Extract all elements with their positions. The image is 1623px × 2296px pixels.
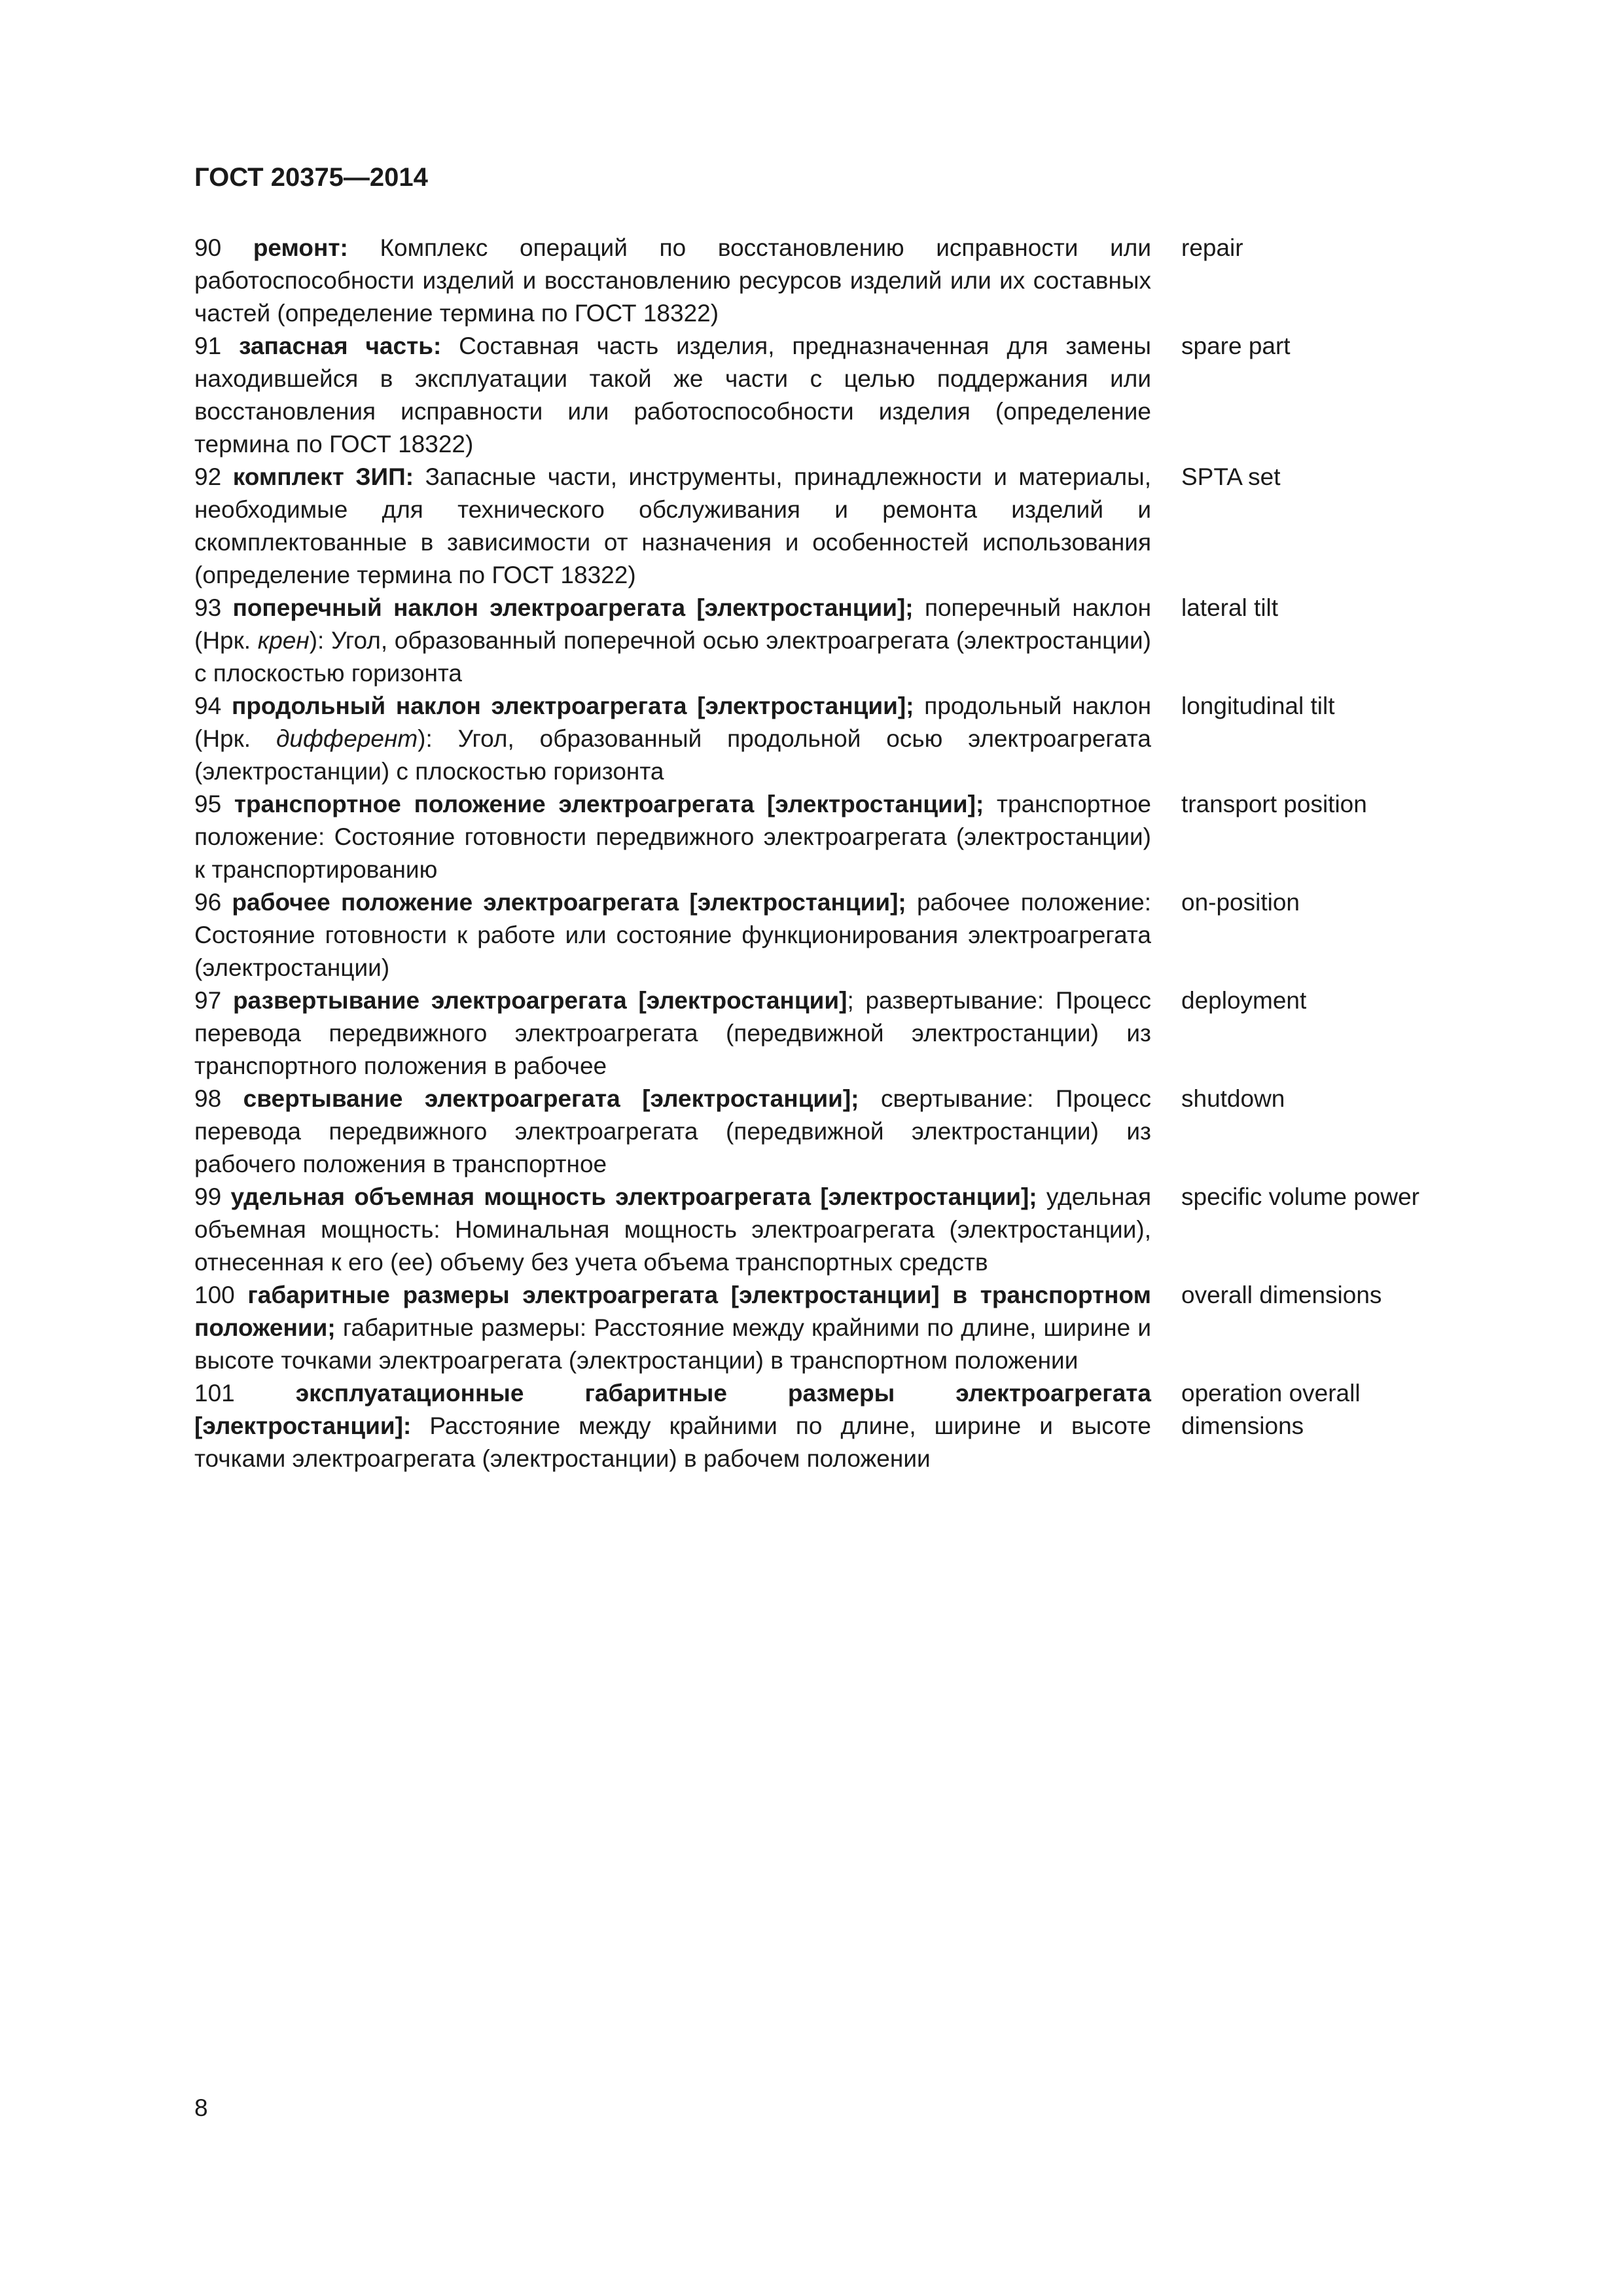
- term-english: on-position: [1181, 889, 1300, 916]
- term-entry-101: [194, 1377, 1471, 1475]
- page-number: 8: [194, 2094, 208, 2121]
- term-english: overall dimensions: [1181, 1282, 1382, 1308]
- term-entry-90: [194, 232, 1471, 330]
- term-text: Расстояние между крайними по длине, ширине и высоте точками электроагрегата (электростанции) в рабочем положении: [194, 1412, 1151, 1472]
- term-text: ; развертывание: Процесс перевода передвижного электроагрегата (передвижной электростанции) из транспортного положения в рабочее: [194, 987, 1151, 1079]
- term-definition: [194, 330, 1151, 461]
- term-english: specific volume power: [1181, 1183, 1419, 1210]
- term-text: ): Угол, образованный продольной осью электроагрегата (электростанции) с плоскостью горизонта: [194, 725, 1151, 785]
- term-text: ): Угол, образованный поперечной осью электроагрегата (электростанции) с плоскостью горизонта: [194, 627, 1151, 687]
- term-definition: [194, 592, 1151, 690]
- term-definition: [194, 232, 1151, 330]
- term-name: рабочее положение электроагрегата [электростанции];: [232, 889, 906, 916]
- term-number: 99: [194, 1183, 222, 1210]
- term-number: 94: [194, 692, 222, 719]
- term-entry-92: [194, 461, 1471, 592]
- term-name: поперечный наклон электроагрегата [электростанции];: [232, 594, 914, 621]
- term-name: удельная объемная мощность электроагрегата [электростанции];: [230, 1183, 1037, 1210]
- term-number: 96: [194, 889, 222, 916]
- term-number: 97: [194, 987, 222, 1014]
- term-text: Запасные части, инструменты, принадлежности и материалы, необходимые для технического обслуживания и ремонта изделий и скомплектованные в зависимости от назначения и особенностей использования (определение термина по ГОСТ 18322): [194, 463, 1151, 588]
- term-definition: [194, 886, 1151, 984]
- document-header: ГОСТ 20375—2014: [194, 163, 428, 192]
- term-number: 90: [194, 234, 222, 261]
- term-number: 92: [194, 463, 222, 490]
- term-name: запасная часть:: [239, 332, 442, 359]
- term-text: транспортное положение: Состояние готовности передвижного электроагрегата (электростанции) к транспортированию: [194, 791, 1152, 883]
- term-text: габаритные размеры: Расстояние между крайними по длине, ширине и высоте точками электроагрегата (электростанции) в транспортном положении: [194, 1314, 1151, 1374]
- term-entry-99: [194, 1181, 1471, 1279]
- term-english: longitudinal tilt: [1181, 692, 1335, 719]
- term-name: свертывание электроагрегата [электростанции];: [243, 1085, 859, 1112]
- term-entry-95: [194, 788, 1471, 886]
- term-english: transport position: [1181, 791, 1367, 817]
- term-number: 93: [194, 594, 222, 621]
- terms-list: [194, 232, 1471, 1475]
- term-name: развертывание электроагрегата [электростанции]: [232, 987, 847, 1014]
- term-english: operation overall dimensions: [1181, 1380, 1361, 1439]
- term-name: эксплуатационные габаритные размеры электроагрегата [электростанции]:: [194, 1380, 1151, 1439]
- term-entry-93: [194, 592, 1471, 690]
- term-name: ремонт:: [253, 234, 348, 261]
- term-definition: [194, 1181, 1151, 1279]
- term-entry-98: [194, 1083, 1471, 1181]
- term-number: 95: [194, 791, 222, 817]
- term-text: удельная объемная мощность: Номинальная мощность электроагрегата (электростанции), отнесенная к его (ее) объему без учета объема транспортных средств: [194, 1183, 1152, 1276]
- term-entry-100: [194, 1279, 1471, 1377]
- term-number: 98: [194, 1085, 222, 1112]
- term-name: транспортное положение электроагрегата [электростанции];: [234, 791, 984, 817]
- term-deprecated: дифферент: [276, 725, 418, 752]
- term-english: SPTA set: [1181, 463, 1281, 490]
- term-entry-96: [194, 886, 1471, 984]
- term-number: 100: [194, 1282, 235, 1308]
- term-text-pre: продольный наклон (Нрк.: [194, 692, 1152, 752]
- term-entry-94: [194, 690, 1471, 788]
- term-name: продольный наклон электроагрегата [электростанции];: [231, 692, 914, 719]
- term-definition: [194, 1377, 1151, 1475]
- term-english: repair: [1181, 234, 1243, 261]
- term-text: Составная часть изделия, предназначенная для замены находившейся в эксплуатации такой же части с целью поддержания или восстановления исправности или работоспособности изделия (определение термина по ГОСТ 18322): [194, 332, 1152, 457]
- term-name: габаритные размеры электроагрегата [электростанции] в транспортном положении;: [194, 1282, 1152, 1341]
- term-definition: [194, 690, 1151, 788]
- term-number: 101: [194, 1380, 235, 1407]
- term-english: shutdown: [1181, 1085, 1285, 1112]
- term-definition: [194, 788, 1151, 886]
- term-definition: [194, 1083, 1151, 1181]
- term-definition: [194, 984, 1151, 1083]
- term-number: 91: [194, 332, 222, 359]
- term-entry-91: [194, 330, 1471, 461]
- term-definition: [194, 461, 1151, 592]
- term-text-pre: поперечный наклон (Нрк.: [194, 594, 1152, 654]
- term-entry-97: [194, 984, 1471, 1083]
- term-text: рабочее положение: Состояние готовности к работе или состояние функционирования электроагрегата (электростанции): [194, 889, 1151, 981]
- term-deprecated: крен: [257, 627, 310, 654]
- term-definition: [194, 1279, 1151, 1377]
- term-name: комплект ЗИП:: [232, 463, 414, 490]
- term-english: deployment: [1181, 987, 1307, 1014]
- term-english: lateral tilt: [1181, 594, 1279, 621]
- term-text: Комплекс операций по восстановлению исправности или работоспособности изделий и восстановлению ресурсов изделий или их составных частей (определение термина по ГОСТ 18322): [194, 234, 1151, 327]
- term-english: spare part: [1181, 332, 1291, 359]
- term-text: свертывание: Процесс перевода передвижного электроагрегата (передвижной электростанции) из рабочего положения в транспортное: [194, 1085, 1151, 1177]
